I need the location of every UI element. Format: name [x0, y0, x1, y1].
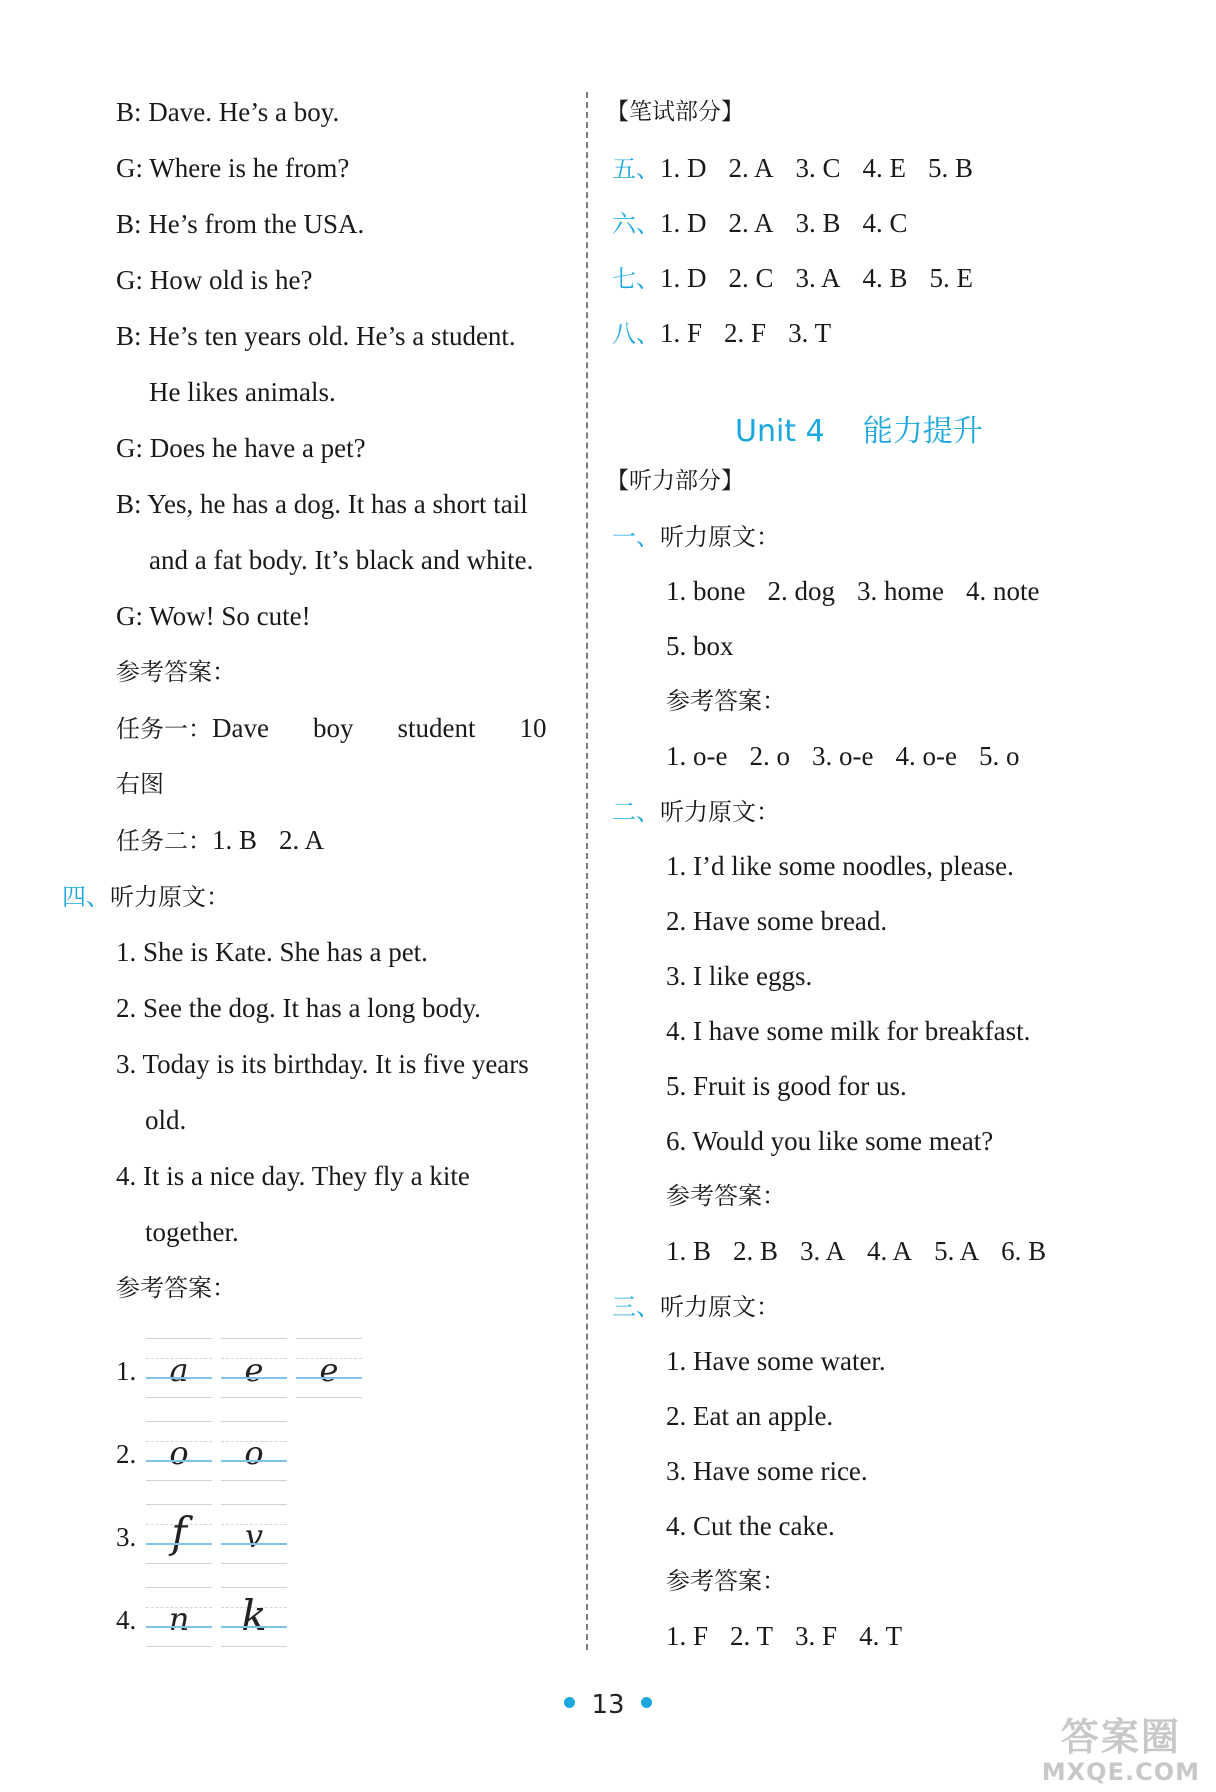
word-row: 5. box: [666, 631, 734, 661]
dialogue-text: and a fat body. It’s black and white.: [149, 545, 534, 575]
dialogue-text: Yes, he has a dog. It has a short tail: [147, 489, 528, 519]
answer-item: 1. D: [660, 153, 707, 183]
dialogue-line: [116, 319, 516, 353]
dialogue-text: Does he have a pet?: [149, 433, 366, 463]
writing-cell: [146, 1421, 212, 1481]
speaker: B:: [116, 489, 142, 519]
dialogue-line: [116, 263, 312, 297]
speaker: B:: [116, 321, 142, 351]
section-marker: 一、: [612, 523, 660, 551]
listening-section-header: 【听力部分】: [606, 468, 744, 494]
task1-word: Dave: [212, 713, 269, 743]
column-divider: [586, 92, 588, 1650]
answer-item: 5. E: [929, 263, 974, 293]
answer-item: 6. B: [1001, 1236, 1047, 1266]
dialogue-text: He’s ten years old. He’s a student.: [148, 321, 516, 351]
answer-item: 3. F: [795, 1621, 838, 1651]
section-2-heading: [612, 794, 780, 829]
listening-line: 2. Have some bread.: [666, 906, 888, 936]
dialogue-text: He’s from the USA.: [148, 209, 365, 239]
answer-item: 4. o-e: [895, 741, 957, 771]
task2-answer: 1. B: [212, 825, 258, 855]
answer-item: 3. C: [795, 153, 841, 183]
handwritten-letter: k: [241, 1591, 267, 1640]
listening-line: 2. Eat an apple.: [666, 1401, 834, 1431]
section-marker: 四、: [62, 883, 110, 911]
handwriting-number: 3.: [116, 1522, 137, 1552]
word-item: 1. bone: [666, 576, 746, 606]
handwritten-letter: a: [169, 1351, 189, 1389]
answer-item: 3. B: [795, 208, 841, 238]
dialogue-text: He likes animals.: [149, 377, 336, 407]
dialogue-line: [116, 207, 364, 241]
dialogue-line: [116, 487, 528, 521]
answer-item: 1. o-e: [666, 741, 728, 771]
task1-word: boy: [312, 713, 354, 743]
section-marker: 八、: [612, 320, 660, 348]
answer-item: 1. F: [660, 318, 703, 348]
section-marker: 六、: [612, 210, 660, 238]
answer-item: 4. B: [862, 263, 908, 293]
writing-cell: [146, 1504, 212, 1564]
task2-row: [116, 823, 324, 858]
answer-item: 2. A: [728, 208, 774, 238]
answer-row: [612, 151, 973, 186]
section-marker: 二、: [612, 798, 660, 826]
answer-item: 1. D: [660, 263, 707, 293]
watermark-logo: [1041, 1715, 1200, 1786]
answer-item: 3. T: [788, 318, 832, 348]
written-section-header: 【笔试部分】: [606, 99, 744, 125]
writing-cell: [296, 1338, 362, 1398]
answer-item: 2. A: [728, 153, 774, 183]
answer-item: 1. B: [666, 1236, 712, 1266]
dialogue-text: Dave. He’s a boy.: [148, 97, 340, 127]
answer-row: [666, 1619, 902, 1653]
section-marker: 五、: [612, 155, 660, 183]
answer-item: 5. A: [934, 1236, 980, 1266]
speaker: G:: [116, 265, 143, 295]
handwritten-letter: v: [244, 1517, 264, 1555]
page-number: 13: [591, 1690, 625, 1720]
listening-line: 5. Fruit is good for us.: [666, 1071, 907, 1101]
speaker: G:: [116, 433, 143, 463]
listening-line: 3. Have some rice.: [666, 1456, 868, 1486]
answer-item: 4. A: [867, 1236, 913, 1266]
answer-item: 2. o: [749, 741, 790, 771]
answer-item: 1. D: [660, 208, 707, 238]
listening-line: together.: [145, 1217, 239, 1247]
writing-cell: [221, 1421, 287, 1481]
dialogue-line: [116, 151, 349, 185]
writing-cell: [146, 1587, 212, 1647]
handwritten-letter: o: [244, 1434, 264, 1472]
answer-item: 1. F: [666, 1621, 709, 1651]
bullet-dot-icon: [641, 1697, 652, 1708]
handwriting-number: 2.: [116, 1439, 137, 1469]
answer-item: 5. B: [928, 153, 974, 183]
listening-line: 6. Would you like some meat?: [666, 1126, 994, 1156]
speaker: G:: [116, 153, 143, 183]
answer-item: 2. F: [724, 318, 767, 348]
answer-item: 3. A: [795, 263, 841, 293]
listening-line: old.: [145, 1105, 187, 1135]
answer-item: 4. T: [859, 1621, 903, 1651]
dialogue-line: [149, 375, 336, 409]
answer-row: [612, 261, 973, 296]
listening-line: 4. Cut the cake.: [666, 1511, 835, 1541]
handwriting-number: 1.: [116, 1356, 137, 1386]
handwritten-letter: o: [169, 1434, 189, 1472]
section-1-heading: [612, 519, 780, 554]
handwritten-letter: f: [171, 1508, 187, 1557]
listening-line: 1. Have some water.: [666, 1346, 886, 1376]
answer-row: [666, 1234, 1046, 1268]
handwritten-letter: e: [244, 1351, 264, 1389]
section-3-heading: [612, 1289, 780, 1324]
task1-word: 10: [519, 713, 547, 743]
page-number-footer: [0, 1690, 1216, 1720]
task1-label: 任务一：: [116, 715, 212, 743]
answer-label: 参考答案：: [666, 1182, 786, 1210]
word-row: [666, 574, 1039, 608]
dialogue-text: Where is he from?: [149, 153, 350, 183]
answer-row: [666, 739, 1019, 773]
handwriting-number: 4.: [116, 1605, 137, 1635]
answer-item: 4. E: [862, 153, 907, 183]
listening-line: 1. I’d like some noodles, please.: [666, 851, 1014, 881]
answer-item: 3. A: [800, 1236, 846, 1266]
answer-item: 2. T: [730, 1621, 774, 1651]
writing-cell: [221, 1504, 287, 1564]
section-title: 听力原文：: [660, 798, 780, 826]
watermark-url: MXQE.COM: [1041, 1758, 1200, 1786]
task2-answer: 2. A: [279, 825, 325, 855]
bullet-dot-icon: [564, 1697, 575, 1708]
answer-row: [612, 206, 908, 241]
answer-item: 5. o: [978, 741, 1020, 771]
section-marker: 七、: [612, 265, 660, 293]
word-item: 2. dog: [767, 576, 835, 606]
speaker: G:: [116, 601, 143, 631]
answer-item: 2. C: [728, 263, 774, 293]
word-item: 4. note: [965, 576, 1040, 606]
section-marker: 三、: [612, 1293, 660, 1321]
dialogue-line: [116, 431, 366, 465]
dialogue-line: [149, 543, 533, 577]
handwritten-letter: n: [168, 1600, 190, 1638]
speaker: B:: [116, 97, 142, 127]
answer-item: 3. o-e: [811, 741, 874, 771]
writing-cell: [221, 1338, 287, 1398]
answer-item: 2. B: [733, 1236, 779, 1266]
section-4-heading: [62, 879, 230, 914]
task1-note: 右图: [116, 770, 164, 798]
dialogue-text: Wow! So cute!: [149, 601, 311, 631]
dialogue-line: [116, 95, 339, 129]
answer-label: 参考答案：: [116, 1274, 236, 1302]
listening-line: 1. She is Kate. She has a pet.: [116, 937, 428, 967]
dialogue-text: How old is he?: [149, 265, 313, 295]
task2-label: 任务二：: [116, 827, 212, 855]
listening-line: 4. It is a nice day. They fly a kite: [116, 1161, 470, 1191]
section-title: 听力原文：: [660, 1293, 780, 1321]
answer-item: 4. C: [862, 208, 908, 238]
listening-line: 4. I have some milk for breakfast.: [666, 1016, 1031, 1046]
section-title: 听力原文：: [110, 883, 230, 911]
watermark-text: 答案圈: [1060, 1715, 1181, 1759]
answer-label: 参考答案：: [666, 687, 786, 715]
task1-row: [116, 711, 546, 746]
unit-title: Unit 4 能力提升: [735, 414, 983, 449]
word-item: 3. home: [856, 576, 944, 606]
handwritten-letter: e: [319, 1351, 339, 1389]
dialogue-line: [116, 599, 311, 633]
task1-word: student: [397, 713, 476, 743]
writing-cell: [146, 1338, 212, 1398]
writing-cell: [221, 1587, 287, 1647]
answer-label: 参考答案：: [116, 658, 236, 686]
answer-label: 参考答案：: [666, 1567, 786, 1595]
speaker: B:: [116, 209, 142, 239]
listening-line: 3. I like eggs.: [666, 961, 813, 991]
listening-line: 3. Today is its birthday. It is five years: [116, 1049, 529, 1079]
answer-row: [612, 316, 831, 351]
listening-line: 2. See the dog. It has a long body.: [116, 993, 481, 1023]
section-title: 听力原文：: [660, 523, 780, 551]
